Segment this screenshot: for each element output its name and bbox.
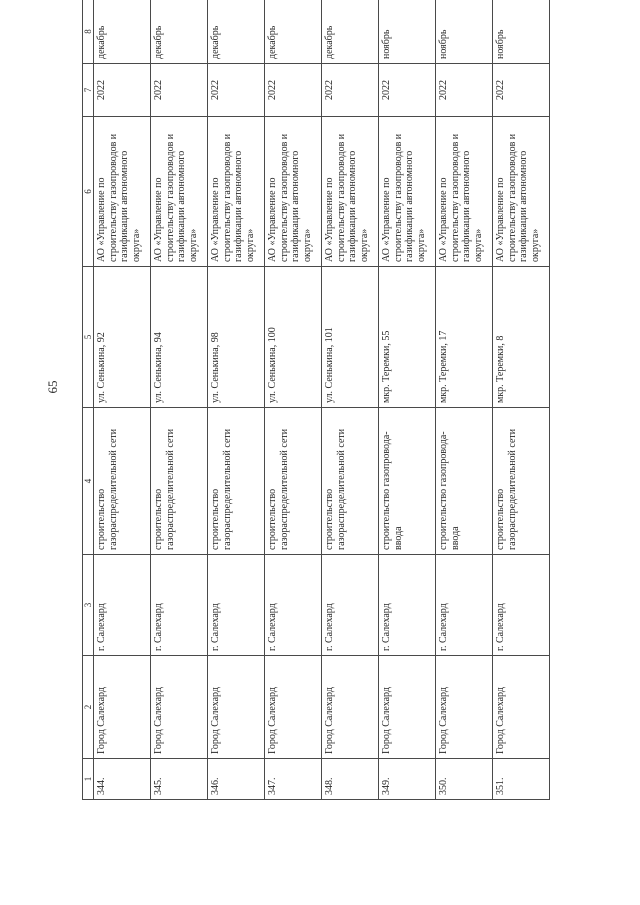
locality-cell: г. Салехард — [151, 555, 208, 656]
address-cell: мкр. Теремки, 8 — [493, 267, 550, 408]
row-number: 349. — [379, 759, 436, 800]
work-type-cell: строительство газораспределительной сети — [208, 408, 265, 555]
row-number: 350. — [436, 759, 493, 800]
month-cell: ноябрь — [379, 0, 436, 64]
year-cell: 2022 — [94, 64, 151, 117]
work-type-cell: строительство газораспределительной сети — [265, 408, 322, 555]
locality-cell: г. Салехард — [379, 555, 436, 656]
month-cell: декабрь — [151, 0, 208, 64]
year-cell: 2022 — [436, 64, 493, 117]
organization-cell: АО «Управление по строительству газопроводов и газификации автономного округа» — [322, 117, 379, 267]
address-cell: мкр. Теремки, 17 — [436, 267, 493, 408]
locality-cell: г. Салехард — [265, 555, 322, 656]
year-cell: 2022 — [379, 64, 436, 117]
organization-cell: АО «Управление по строительству газопроводов и газификации автономного округа» — [379, 117, 436, 267]
month-cell: декабрь — [322, 0, 379, 64]
work-type-cell: строительство газораспределительной сети — [94, 408, 151, 555]
locality-cell: г. Салехард — [436, 555, 493, 656]
row-number: 347. — [265, 759, 322, 800]
data-table — [82, 0, 550, 800]
column-header-2: 2 — [83, 656, 94, 759]
table-row — [151, 0, 208, 800]
column-header-6: 6 — [83, 117, 94, 267]
row-number: 344. — [94, 759, 151, 800]
table-row — [265, 0, 322, 800]
page-number: 65 — [45, 380, 60, 394]
column-header-8: 8 — [83, 0, 94, 64]
month-cell: декабрь — [94, 0, 151, 64]
table-row — [379, 0, 436, 800]
address-cell: ул. Сенькина, 101 — [322, 267, 379, 408]
column-header-5: 5 — [83, 267, 94, 408]
locality-cell: г. Салехард — [493, 555, 550, 656]
municipality-cell: Город Салехард — [265, 656, 322, 759]
month-cell: ноябрь — [436, 0, 493, 64]
work-type-cell: строительство газораспределительной сети — [493, 408, 550, 555]
table-row — [94, 0, 151, 800]
table-row — [322, 0, 379, 800]
column-header-1: 1 — [83, 759, 94, 800]
column-header-7: 7 — [83, 64, 94, 117]
row-number: 351. — [493, 759, 550, 800]
organization-cell: АО «Управление по строительству газопроводов и газификации автономного округа» — [208, 117, 265, 267]
organization-cell: АО «Управление по строительству газопроводов и газификации автономного округа» — [493, 117, 550, 267]
year-cell: 2022 — [151, 64, 208, 117]
work-type-cell: строительство газопровода-ввода — [379, 408, 436, 555]
address-cell: ул. Сенькина, 100 — [265, 267, 322, 408]
municipality-cell: Город Салехард — [436, 656, 493, 759]
organization-cell: АО «Управление по строительству газопроводов и газификации автономного округа» — [94, 117, 151, 267]
locality-cell: г. Салехард — [322, 555, 379, 656]
address-cell: ул. Сенькина, 98 — [208, 267, 265, 408]
year-cell: 2022 — [493, 64, 550, 117]
column-header-4: 4 — [83, 408, 94, 555]
locality-cell: г. Салехард — [94, 555, 151, 656]
rotated-table — [82, 25, 550, 800]
municipality-cell: Город Салехард — [151, 656, 208, 759]
organization-cell: АО «Управление по строительству газопроводов и газификации автономного округа» — [265, 117, 322, 267]
table-container — [82, 25, 550, 800]
work-type-cell: строительство газораспределительной сети — [151, 408, 208, 555]
municipality-cell: Город Салехард — [94, 656, 151, 759]
work-type-cell: строительство газораспределительной сети — [322, 408, 379, 555]
header-row — [83, 0, 94, 800]
municipality-cell: Город Салехард — [208, 656, 265, 759]
month-cell: декабрь — [265, 0, 322, 64]
address-cell: ул. Сенькина, 92 — [94, 267, 151, 408]
month-cell: ноябрь — [493, 0, 550, 64]
year-cell: 2022 — [322, 64, 379, 117]
month-cell: декабрь — [208, 0, 265, 64]
municipality-cell: Город Салехард — [493, 656, 550, 759]
year-cell: 2022 — [208, 64, 265, 117]
row-number: 348. — [322, 759, 379, 800]
municipality-cell: Город Салехард — [322, 656, 379, 759]
row-number: 346. — [208, 759, 265, 800]
column-header-3: 3 — [83, 555, 94, 656]
work-type-cell: строительство газопровода-ввода — [436, 408, 493, 555]
municipality-cell: Город Салехард — [379, 656, 436, 759]
row-number: 345. — [151, 759, 208, 800]
table-row — [493, 0, 550, 800]
address-cell: ул. Сенькина, 94 — [151, 267, 208, 408]
organization-cell: АО «Управление по строительству газопроводов и газификации автономного округа» — [151, 117, 208, 267]
table-row — [208, 0, 265, 800]
table-row — [436, 0, 493, 800]
address-cell: мкр. Теремки, 55 — [379, 267, 436, 408]
organization-cell: АО «Управление по строительству газопроводов и газификации автономного округа» — [436, 117, 493, 267]
year-cell: 2022 — [265, 64, 322, 117]
locality-cell: г. Салехард — [208, 555, 265, 656]
